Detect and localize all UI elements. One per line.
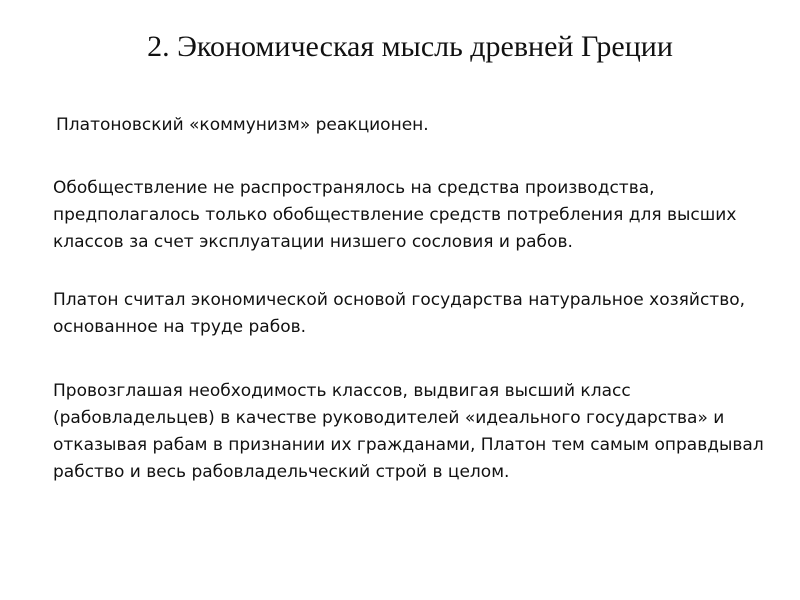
paragraph-intro: Платоновский «коммунизм» реакционен. — [56, 115, 429, 135]
paragraph-slavery-justification: Провозглашая необходимость классов, выдвигая высший класс (рабовладельцев) в качестве руководителей «идеального государства» и отказывая рабам в признании их гражданами, Платон тем самым оправдывал рабство и весь рабовладельческий строй в целом. — [53, 381, 764, 482]
paragraph-economic-basis: Платон считал экономической основой государства натуральное хозяйство, основанное на труде рабов. — [53, 290, 746, 337]
paragraph-socialization: Обобществление не распространялось на средства производства, предполагалось только обобществление средств потребления для высших классов за счет эксплуатации низшего сословия и рабов. — [53, 178, 737, 252]
slide-title: 2. Экономическая мысль древней Греции — [147, 30, 673, 63]
